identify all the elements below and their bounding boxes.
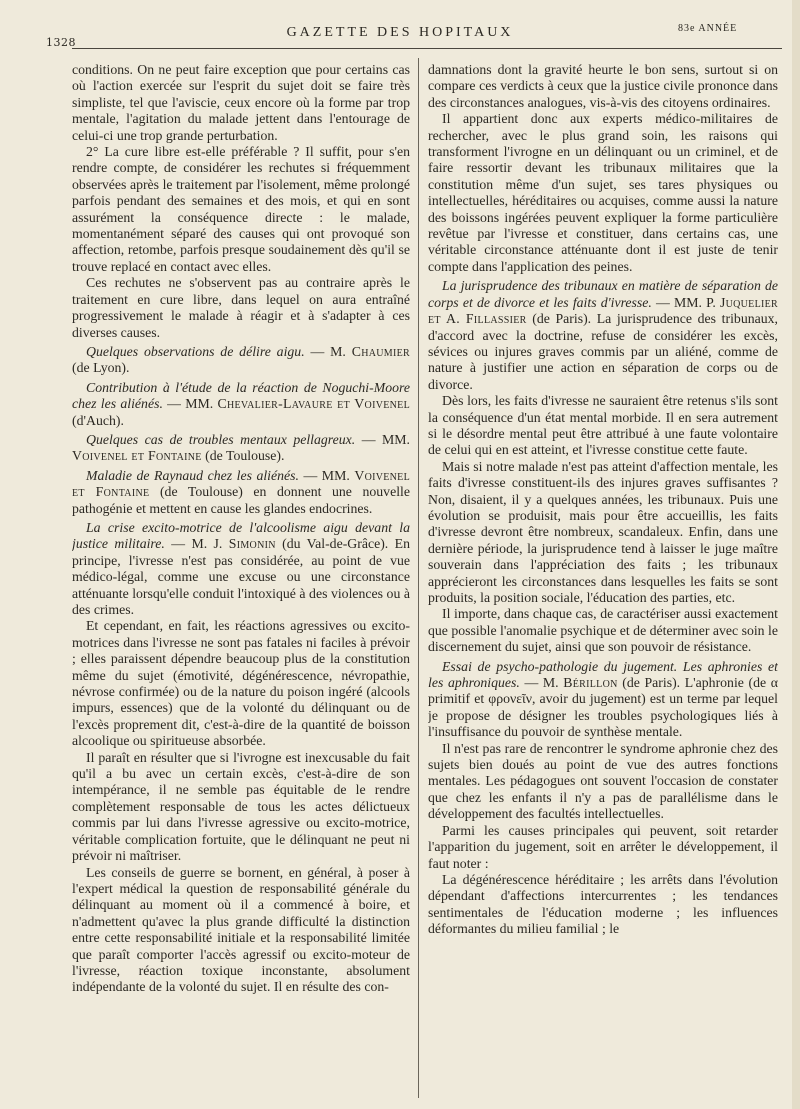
body-paragraph: Mais si notre malade n'est pas atteint d'affection mentale, les faits d'ivresse constituent-ils des injures graves suffisantes ? Non, disaient, il y a quelques années, les tribunaux. Puis une évolution se produisit, mais pour être accueillis, les faits d'ivresse devront être nombreux, scandaleux. Enfin, dans une dernière période, la jurisprudence tend à laisser le juge maître souverain dans l'appréciation des faits ; les tribunaux apprécieront les circonstances dans lesquelles les faits se sont produits, la position sociale, l'éducation des parties, etc. <box>428 458 778 605</box>
reference-text: (de Toulouse) en donnent une nouvelle pathogénie et mettent en cause les glandes endocrines. <box>72 484 410 516</box>
author-prefix: — M. <box>304 343 352 359</box>
reference-text: (d'Auch). <box>72 412 124 428</box>
author-prefix: — M. J. <box>164 536 229 552</box>
body-paragraph: Il paraît en résulter que si l'ivrogne est inexcusable du fait qu'il a bu avec un certain excès, c'est-à-dire de son intempérance, il ne semble pas équitable de le rendre complètement responsable de tous les actes délictueux commis par lui dans l'ivresse agressive ou excito-motrice, véritable complication fortuite, que le délinquant ne peut ni prévoir ni maîtriser. <box>72 749 410 864</box>
reference-title: La jurisprudence des tribunaux en matière de séparation de corps et de divorce et les faits d'ivresse. <box>428 278 778 310</box>
reference-paragraph <box>72 380 410 429</box>
reference-text: (de Paris). La jurisprudence des tribunaux, d'accord avec la doctrine, refuse de considérer les excès, sévices ou injures graves commis par un aliéné, comme de nature à justifier une action en séparation de corps ou de divorce. <box>428 311 778 392</box>
reference-text: (de Toulouse). <box>201 448 285 464</box>
reference-paragraph <box>428 278 778 393</box>
body-paragraph: Parmi les causes principales qui peuvent, soit retarder l'apparition du jugement, soit en arrêter le développement, il faut noter : <box>428 822 778 871</box>
reference-title: Quelques observations de délire aigu. <box>86 343 305 359</box>
reference-title: Maladie de Raynaud chez les aliénés. <box>86 467 299 483</box>
author-names: Juquelier et A. Fillassier <box>428 294 778 327</box>
body-paragraph: Il appartient donc aux experts médico-militaires de rechercher, avec le plus grand soin, les raisons qui transforment l'ivrogne en un délinquant ou un criminel, et de faire ressortir devant les tribunaux militaires que la constitution même d'un sujet, ses tares physiques ou intellectuelles, héréditaires ou acquises, comme aussi la nature des boissons ingérées peuvent expliquer la forme particulière revêtue par l'ivresse et constituer, dans certains cas, une véritable circonstance atténuante dont il est juste de tenir compte dans l'application des peines. <box>428 111 778 274</box>
reference-paragraph <box>72 468 410 517</box>
body-paragraph: 2° La cure libre est-elle préférable ? Il suffit, pour s'en rendre compte, de considérer les rechutes si fréquemment observées après le traitement par l'isolement, même prolongé parfois pendant des semaines et des mois, et qui en sont assurément la conséquence directe : le malade, momentanément séparé des causes qui ont provoqué son affection, retombe, parfois presque soudainement dès qu'il se trouve replacé en contact avec elles. <box>72 144 410 274</box>
column-divider <box>418 58 419 1098</box>
author-prefix: — MM. <box>162 396 218 412</box>
body-paragraph: Dès lors, les faits d'ivresse ne sauraient être retenus s'ils sont la conséquence d'un état mental morbide. Il en sera autrement si le désordre mental peut être attribué à une faute volontaire de celui qui en est atteint, et l'ivresse constitue cette faute. <box>428 393 778 458</box>
reference-paragraph <box>72 344 410 377</box>
page-number: 1328 <box>46 36 76 49</box>
body-paragraph: Il importe, dans chaque cas, de caractériser aussi exactement que possible l'anomalie psychique et de déterminer avec soin le discernement du sujet, ainsi que son pouvoir de résistance. <box>428 606 778 655</box>
author-names: Voivenel et Fontaine <box>72 467 410 500</box>
author-prefix: — MM. <box>355 431 410 447</box>
header-rule <box>72 48 782 49</box>
year-label: 83e ANNÉE <box>678 23 738 34</box>
journal-title: GAZETTE DES HOPITAUX <box>286 25 514 40</box>
page-edge <box>792 0 800 1109</box>
body-paragraph: damnations dont la gravité heurte le bon sens, surtout si on compare ces verdicts à ceux que la justice civile prononce dans des circonstances analogues, vis-à-vis des citoyens ordinaires. <box>428 62 778 110</box>
reference-paragraph <box>72 520 410 618</box>
reference-title: Quelques cas de troubles mentaux pellagreux. <box>86 431 356 447</box>
author-names: Voivenel et Fontaine <box>72 448 202 464</box>
reference-text: (de Lyon). <box>72 360 130 376</box>
right-column <box>428 62 778 1102</box>
reference-text: (de Paris). L'aphronie (de α primitif et φρονεῖν, avoir du jugement) est un terme par lequel je propose de désigner les troubles psychologiques liés à l'insuffisance du pouvoir de synthèse mentale. <box>428 675 778 740</box>
body-paragraph: Et cependant, en fait, les réactions agressives ou excito-motrices dans l'ivresse ne sont pas fatales ni faciles à prévoir ; elles paraissent dépendre beaucoup plus de la constitution même du sujet (émotivité, dégénérescence, névropathie, névrose confirmée) ou de la nature du poison ingéré (alcools impurs, essences) que de la volonté du délinquant ou de l'excès proprement dit, c'est-à-dire de la quantité de boisson alcoolique ou spiritueuse absorbée. <box>72 618 410 749</box>
reference-paragraph <box>428 659 778 741</box>
body-paragraph: Les conseils de guerre se bornent, en général, à poser à l'expert médical la question de responsabilité générale du délinquant au moment où il a commencé à boire, et n'admettent qu'avec la plus grande difficulté la distinction entre cette responsabilité initiale et la responsabilité limitée que paraît comporter l'accès agressif ou excito-moteur de l'ivresse, réaction toxique inconstante, absolument indépendante de la volonté du sujet. Il en résulte des con- <box>72 864 410 995</box>
reference-title: Contribution à l'étude de la réaction de Noguchi-Moore chez les aliénés. <box>72 379 410 412</box>
body-paragraph: Ces rechutes ne s'observent pas au contraire après le traitement en cure libre, dans lequel on aura entraîné progressivement le malade à réagir et à s'adapter à ces diverses causes. <box>72 275 410 340</box>
reference-paragraph <box>72 432 410 465</box>
body-paragraph: Il n'est pas rare de rencontrer le syndrome aphronie chez des sujets bien doués au point de vue des autres fonctions mentales. Les pédagogues ont souvent l'occasion de constater que chez les enfants il n'y a pas de parallélisme dans le développement des facultés intellectuelles. <box>428 740 778 822</box>
author-names: Chevalier-Lavaure et Voivenel <box>217 396 410 412</box>
running-header <box>0 18 800 48</box>
reference-text: (du Val-de-Grâce). En principe, l'ivresse n'est pas considérée, au point de vue médico-légal, comme une excuse ou une circonstance atténuante lorsqu'elle conduit l'intoxiqué à des violences ou à des crimes. <box>72 536 410 617</box>
body-paragraph: La dégénérescence héréditaire ; les arrêts dans l'évolution dépendant d'affections intercurrentes ; les tendances sentimentales de l'éducation moderne ; les influences déformantes du milieu familial ; le <box>428 871 778 937</box>
left-column <box>72 62 410 1102</box>
author-prefix: — M. <box>519 675 564 691</box>
author-prefix: — MM. <box>298 467 355 483</box>
body-paragraph: conditions. On ne peut faire exception que pour certains cas où l'action exercée sur l'esprit du sujet doit se faire très simpliste, tel que l'aviscie, ceux encore où la forme par trop mentale, l'agitation du malade jettent dans l'entourage de celui-ci une trop grande perturbation. <box>72 62 410 143</box>
author-prefix: — MM. P. <box>651 294 720 310</box>
author-names: Bérillon <box>563 675 618 691</box>
author-names: Chaumier <box>351 343 410 359</box>
author-names: Simonin <box>228 536 276 552</box>
reference-title: La crise excito-motrice de l'alcoolisme aigu devant la justice militaire. <box>72 519 410 552</box>
reference-title: Essai de psycho-pathologie du jugement. Les aphronies et les aphroniques. <box>428 658 778 691</box>
